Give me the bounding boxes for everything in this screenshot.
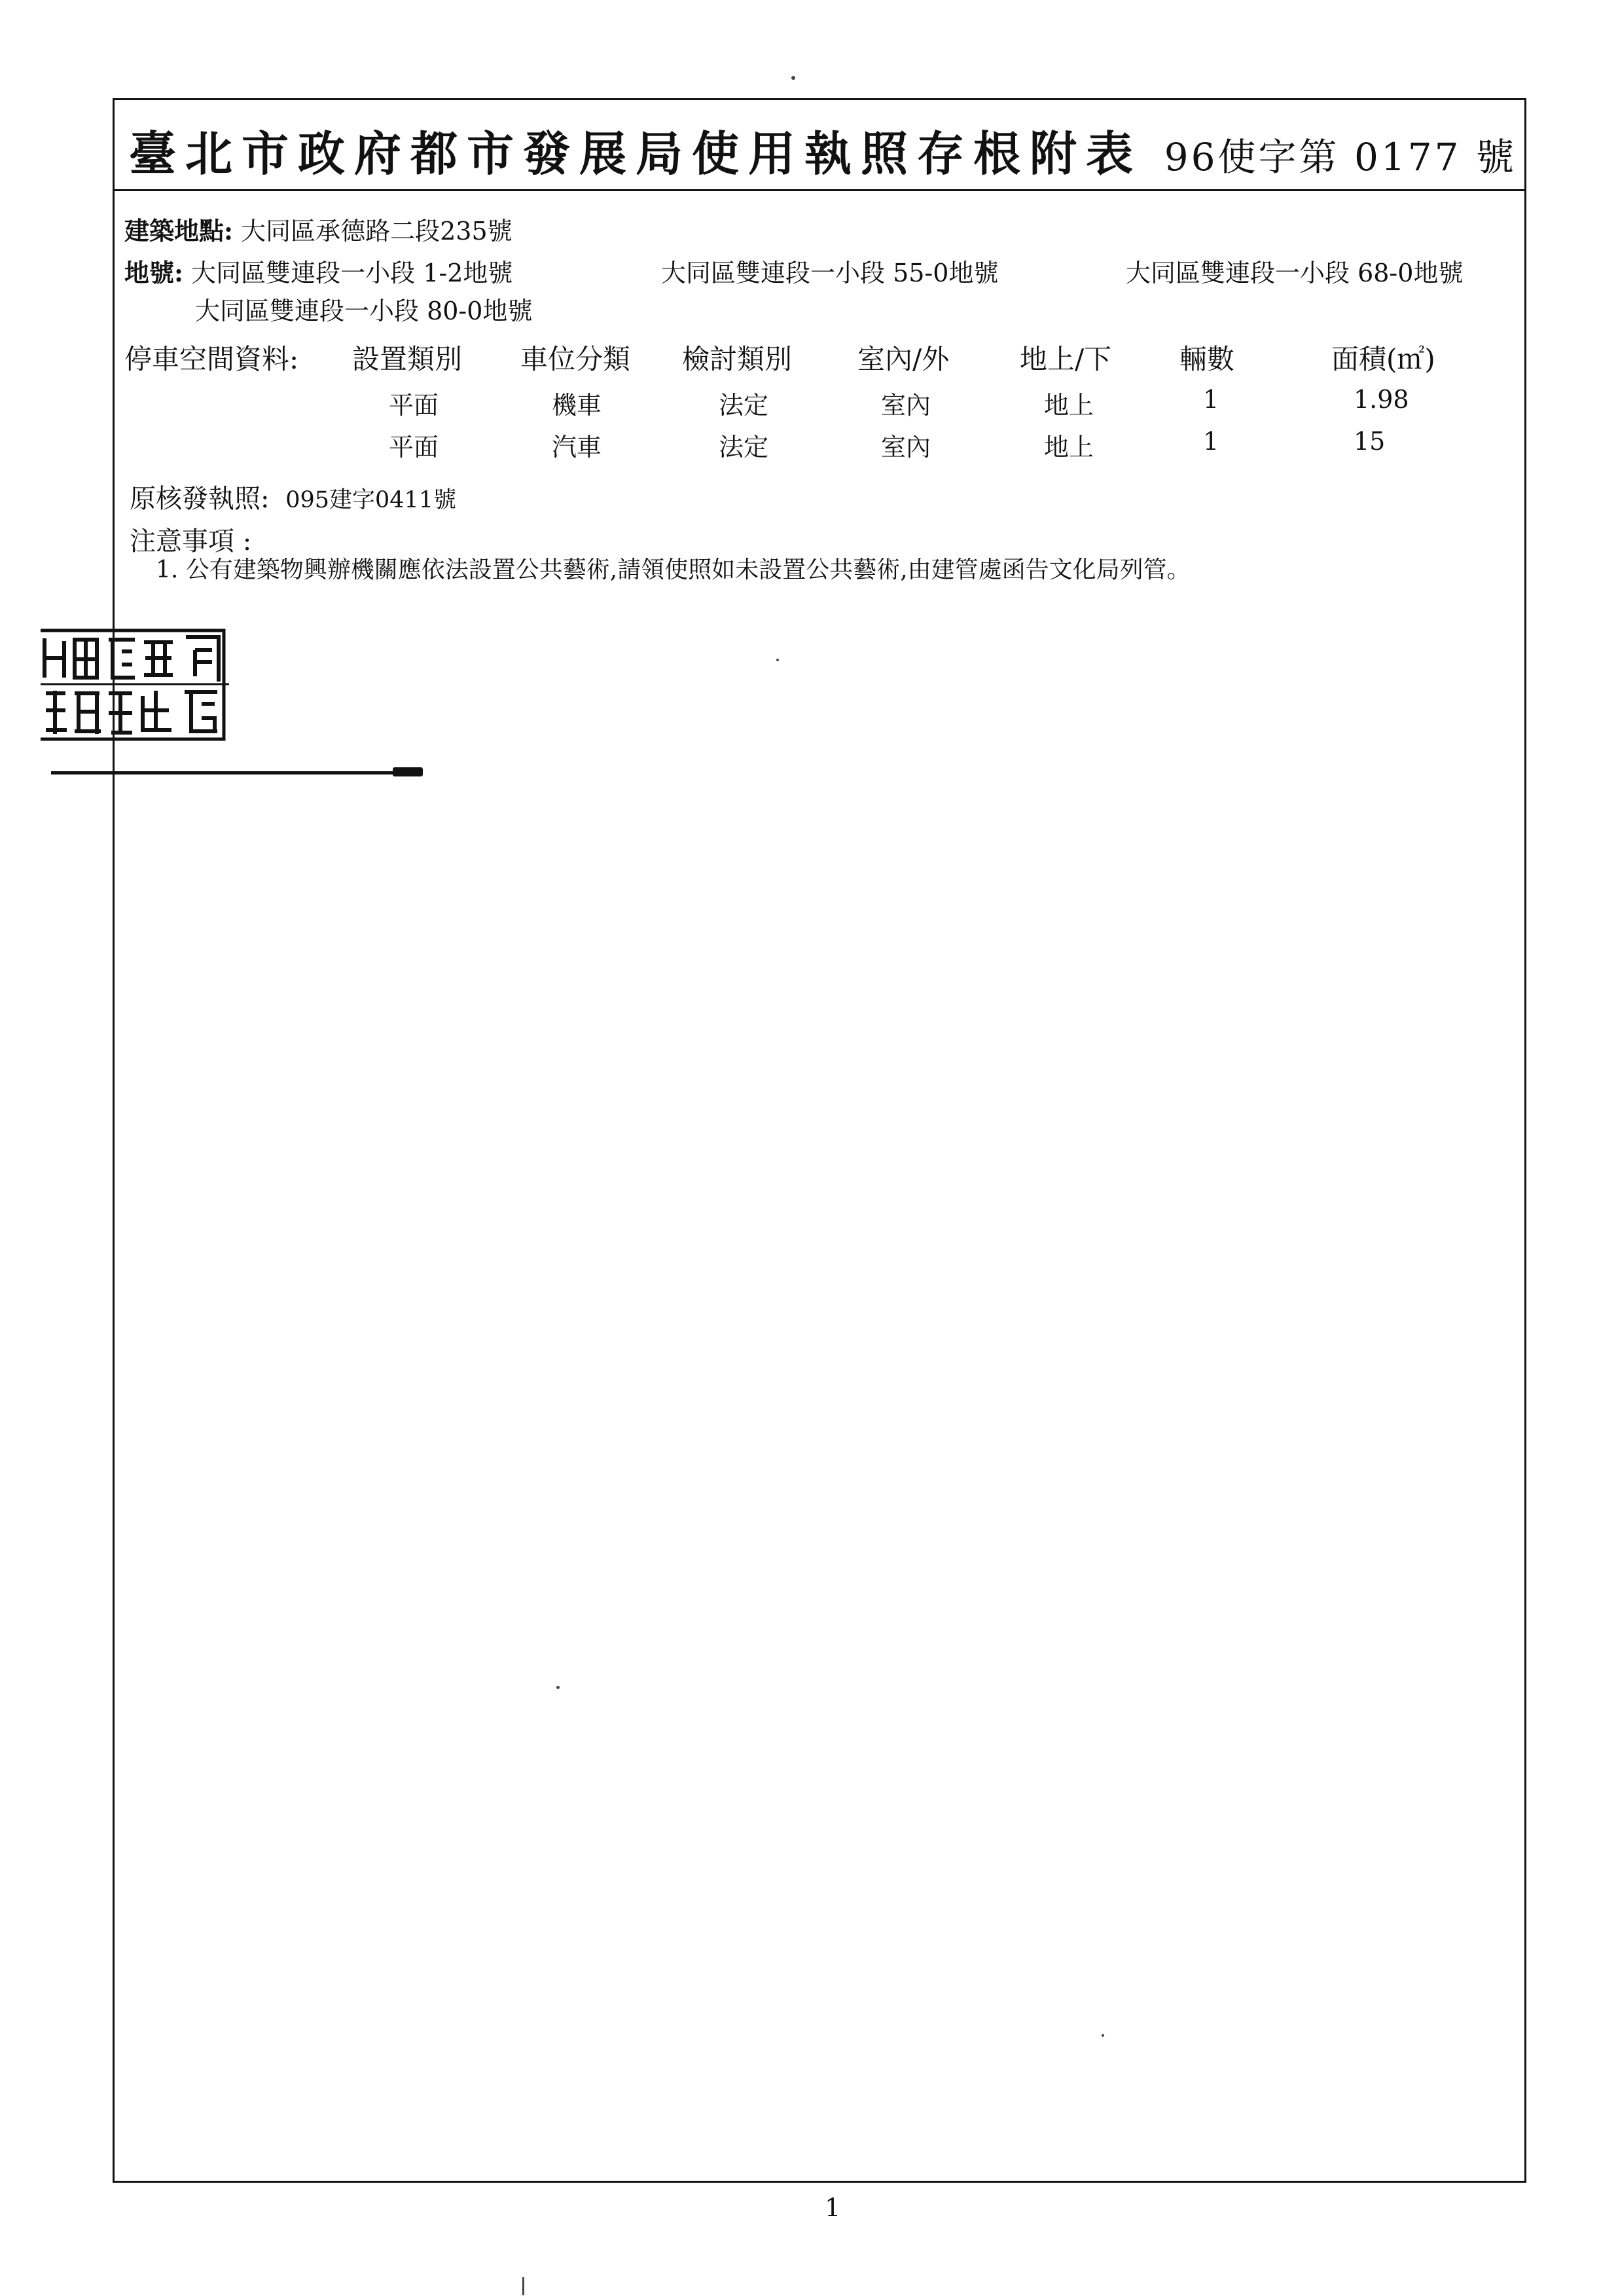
scan-speck bbox=[522, 2277, 524, 2295]
location-value: 大同區承德路二段235號 bbox=[241, 217, 512, 246]
column-header: 檢討類別 bbox=[682, 343, 793, 375]
table-cell: 平面 bbox=[389, 433, 439, 462]
parking-label: 停車空間資料: bbox=[124, 343, 299, 375]
notes-label: 注意事項 : bbox=[130, 526, 252, 556]
table-cell: 平面 bbox=[389, 391, 439, 420]
table-cell: 1 bbox=[1203, 427, 1219, 456]
page-number: 1 bbox=[825, 2193, 841, 2222]
table-cell: 1 bbox=[1203, 385, 1219, 414]
table-cell: 地上 bbox=[1044, 391, 1094, 420]
lot-item: 大同區雙連段一小段 80-0地號 bbox=[195, 297, 533, 325]
note-item: 1. 公有建築物興辦機關應依法設置公共藝術,請領使照如未設置公共藝術,由建管處函告文化局列管。 bbox=[156, 556, 1191, 583]
column-header: 室內/外 bbox=[857, 343, 950, 375]
original-permit-value: 095建字0411號 bbox=[285, 487, 457, 513]
official-seal-icon bbox=[41, 625, 229, 747]
scan-speck bbox=[776, 659, 779, 661]
column-header: 面積(㎡) bbox=[1331, 343, 1435, 375]
table-cell: 1.98 bbox=[1354, 385, 1409, 414]
document-title: 臺北市政府都市發展局使用執照存根附表 bbox=[129, 126, 1143, 181]
lots-label: 地號: bbox=[124, 258, 184, 287]
original-permit-line bbox=[130, 478, 456, 515]
table-cell: 室內 bbox=[881, 391, 931, 420]
underline-mark bbox=[393, 767, 423, 776]
title-row bbox=[115, 100, 1524, 191]
column-header: 車位分類 bbox=[520, 343, 631, 375]
permit-number: 96使字第 0177 號 bbox=[1164, 135, 1517, 179]
lot-item: 大同區雙連段一小段 68-0地號 bbox=[1126, 259, 1464, 287]
table-cell: 室內 bbox=[881, 433, 931, 462]
table-cell: 15 bbox=[1354, 427, 1386, 456]
scan-speck bbox=[1102, 2034, 1104, 2037]
scan-speck bbox=[791, 76, 795, 80]
original-permit-label: 原核發執照: bbox=[130, 484, 270, 514]
lot-item: 大同區雙連段一小段 1-2地號 bbox=[191, 259, 513, 287]
table-cell: 地上 bbox=[1044, 433, 1094, 462]
column-header: 設置類別 bbox=[352, 343, 463, 375]
table-cell: 法定 bbox=[719, 433, 769, 462]
scan-speck bbox=[556, 1686, 560, 1689]
table-cell: 法定 bbox=[719, 391, 769, 420]
location-label: 建築地點: bbox=[124, 216, 234, 246]
lot-item: 大同區雙連段一小段 55-0地號 bbox=[661, 259, 999, 287]
form-frame bbox=[113, 98, 1526, 2183]
table-cell: 汽車 bbox=[552, 433, 602, 462]
handwritten-underline bbox=[51, 771, 421, 774]
table-cell: 機車 bbox=[552, 391, 602, 420]
column-header: 輛數 bbox=[1179, 343, 1235, 375]
column-header: 地上/下 bbox=[1020, 343, 1112, 375]
lots-line bbox=[124, 253, 512, 289]
location-line bbox=[124, 211, 512, 247]
